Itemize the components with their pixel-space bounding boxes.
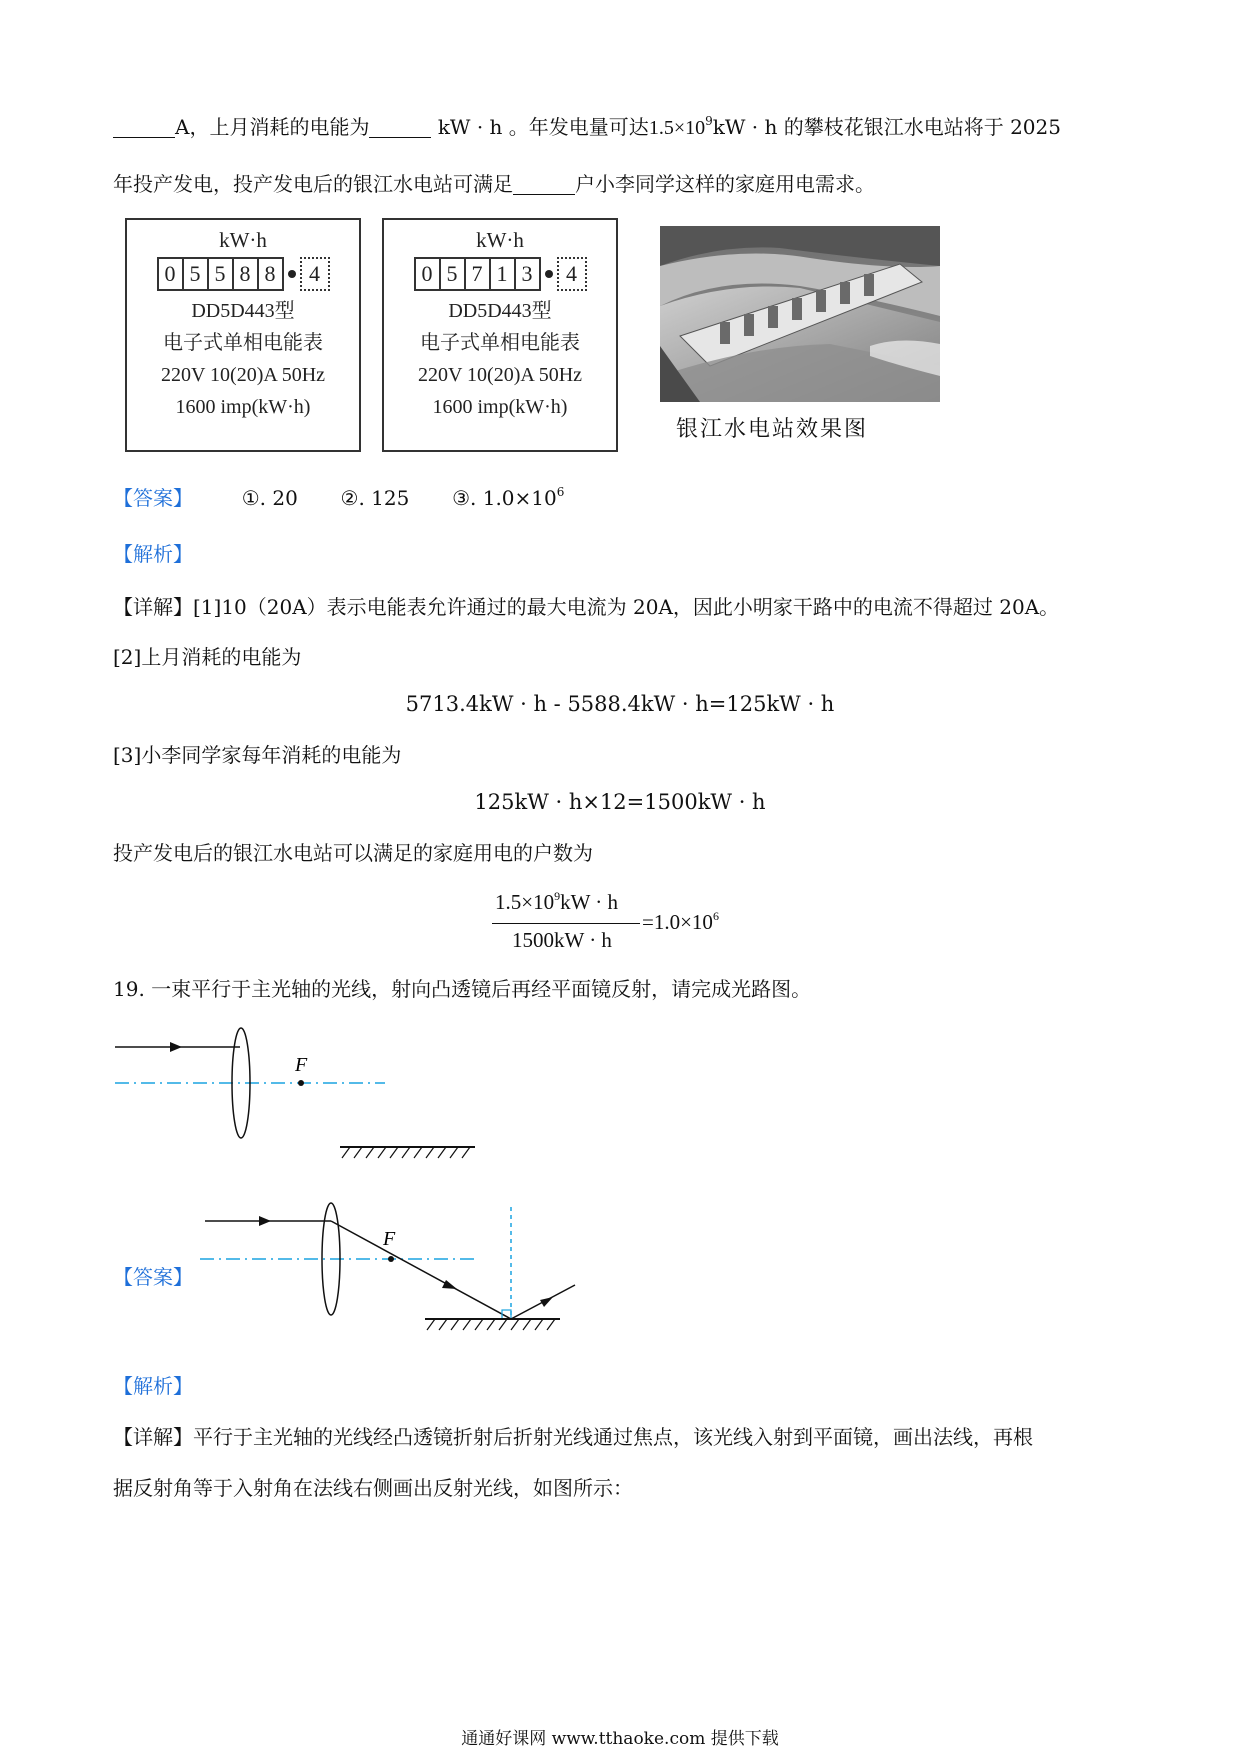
meter-spec: 220V 10(20)A 50Hz [160,364,326,386]
analysis-label: 【解析】 [113,542,193,566]
meter-model: DD5D443型 [191,300,295,322]
meter-model: DD5D443型 [448,300,552,322]
photo-caption: 银江水电站效果图 [676,417,869,442]
ray-arrow [540,1297,553,1307]
plane-mirror [340,1147,475,1158]
meter-digit: 3 [514,257,541,291]
meter-digit: 1 [489,257,514,291]
answer-blank-2[interactable] [369,117,431,138]
equation-2: 125kW · h×12=1500kW · h [474,790,766,814]
fraction-numerator: $1.5\times 10^9kW \cdot h$ [495,889,619,914]
question-19: 19. 一束平行于主光轴的光线，射向凸透镜后再经平面镜反射，请完成光路图。 [113,977,812,1001]
detail-line-2: [2]上月消耗的电能为 [113,645,302,669]
answer-line: 【答案】 ①. 20 ②. 125 ③. $1.0\times 10^6$ [113,485,565,510]
answer-label-19: 【答案】 [113,1265,193,1289]
focal-point [298,1080,304,1086]
meter-digit: 0 [157,257,182,291]
energy-meter-after [382,218,618,452]
decimal-point [288,270,296,278]
meter-digit: 5 [207,257,232,291]
meter-spec: 220V 10(20)A 50Hz [417,364,583,386]
meter-imp: 1600 imp(kW·h) [175,396,311,418]
answer-1: ①. 20 [241,486,298,510]
detail-line-3: [3]小李同学家每年消耗的电能为 [113,743,402,767]
fraction-equation [490,890,770,960]
answer-2: ②. 125 [340,486,410,510]
detail-19-line-2: 据反射角等于入射角在法线右侧画出反射光线，如图所示： [113,1476,633,1500]
fraction-denominator: 1500kW · h [512,928,612,952]
plane-mirror [425,1319,560,1330]
fraction-bar [492,923,640,924]
meter-digit: 0 [414,257,439,291]
meter-digit: 8 [232,257,257,291]
focal-point [388,1256,394,1262]
meter-name: 电子式单相电能表 [163,332,323,354]
ray-arrow [170,1042,182,1052]
answer-3: ③. 1.0×10 [452,486,557,510]
meter-name: 电子式单相电能表 [420,332,580,354]
meter-imp: 1600 imp(kW·h) [432,396,568,418]
fraction-result: $=1.0\times 10^6$ [642,909,719,934]
meter-reading [127,257,359,291]
question-diagram [110,1025,490,1165]
meter-reading [384,257,616,291]
decimal-point [545,270,553,278]
meter-unit: kW·h [476,228,524,252]
detail-line-1: 【详解】[1]10（20A）表示电能表允许通过的最大电流为 20A，因此小明家干路中的电流不得超过 20A。 [113,595,1060,619]
focal-label: F [295,1054,308,1076]
meter-decimal-digit: 4 [300,257,330,291]
analysis-label-19: 【解析】 [113,1374,193,1398]
focal-label: F [383,1228,396,1250]
refracted-ray [331,1221,511,1319]
meter-digit: 5 [182,257,207,291]
ray-arrow [259,1216,271,1226]
meter-decimal-digit: 4 [557,257,587,291]
ray-arrow [442,1280,457,1289]
meter-unit: kW·h [219,228,267,252]
answer-blank-3[interactable] [513,174,575,195]
answer-blank-1[interactable] [113,117,175,138]
detail-line-4: 投产发电后的银江水电站可以满足的家庭用电的户数为 [113,841,593,865]
answer-label: 【答案】 [113,486,193,510]
question-line-2: 年投产发电，投产发电后的银江水电站可满足 户小李同学这样的家庭用电需求。 [113,172,875,196]
answer-diagram [195,1195,595,1345]
question-line-1: A，上月消耗的电能为 kW · h 。年发电量可达$1.5\times 10^9kW \cdot h$ 的攀枝花银江水电站将于 2025 [113,113,1061,142]
energy-meter-before [125,218,361,452]
meter-digit: 5 [439,257,464,291]
meter-digit: 7 [464,257,489,291]
equation-1: 5713.4kW · h - 5588.4kW · h=125kW · h [405,692,835,716]
hydropower-station-photo [660,226,940,402]
page-footer: 通通好课网 www.tthaoke.com 提供下载 [461,1729,779,1749]
detail-19-line-1: 【详解】平行于主光轴的光线经凸透镜折射后折射光线通过焦点，该光线入射到平面镜，画出法线，再根 [113,1425,1033,1449]
meter-digit: 8 [257,257,284,291]
